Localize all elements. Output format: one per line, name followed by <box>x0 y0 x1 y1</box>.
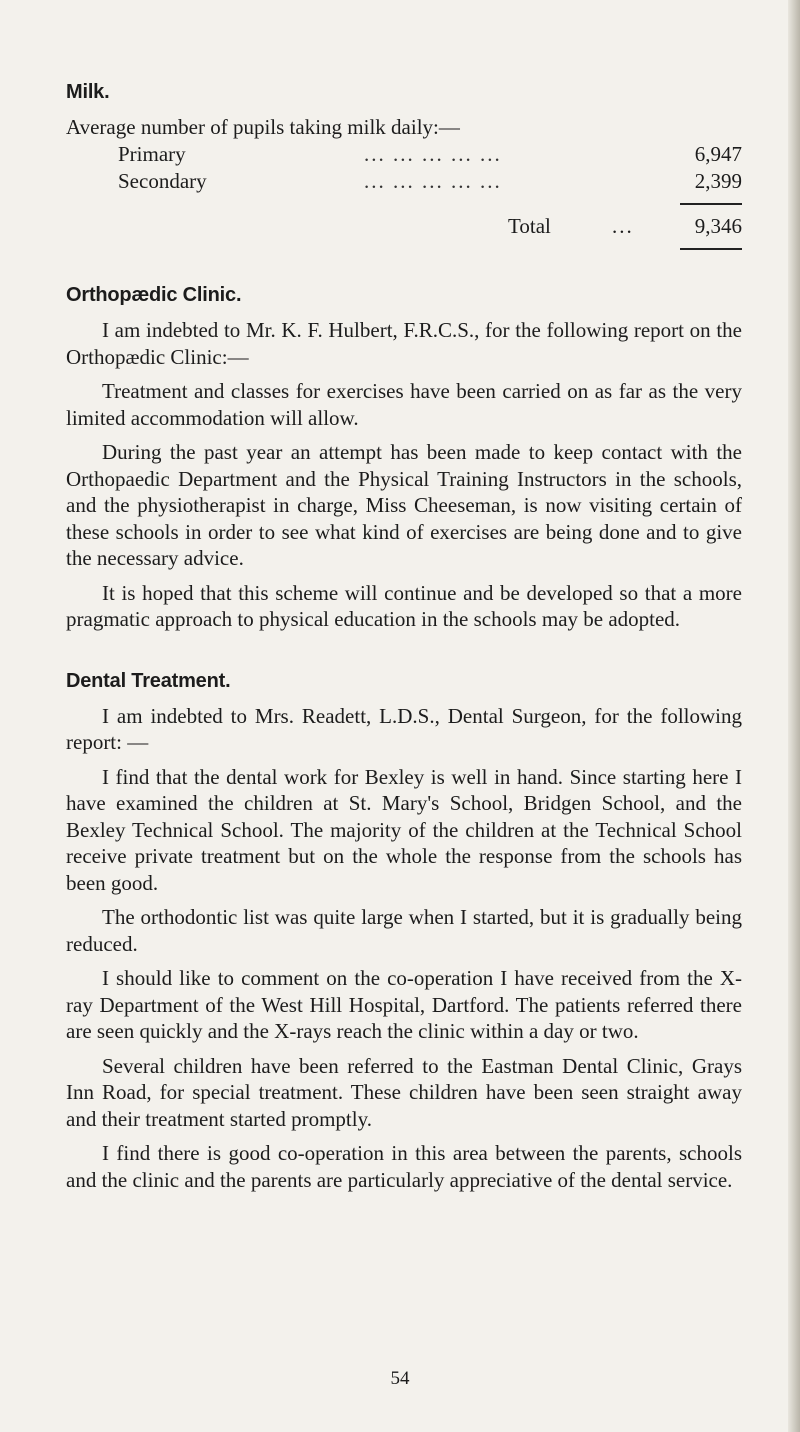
paragraph: The orthodontic list was quite large when I started, but it is gradually being reduced. <box>66 905 742 956</box>
paragraph: I find that the dental work for Bexley is well in hand. Since starting here I have examined the children at St. Mary's School, Bridgen School, and the Bexley Technical School. The majority of the children at the Technical School receive private treatment but on the whole the response from the schools has been good. <box>66 764 742 895</box>
paragraph: During the past year an attempt has been made to keep contact with the Orthopaedic Department and the Physical Training Instructors in the schools, and the physiotherapist in charge, Miss Cheeseman, is now visiting certain of these schools in order to see what kind of exercises are being done and to give the necessary advice. <box>66 440 742 570</box>
orthopaedic-section <box>66 281 742 633</box>
paragraph: I am indebted to Mrs. Readett, L.D.S., Dental Surgeon, for the following report: — <box>66 703 742 754</box>
milk-row-secondary <box>118 168 742 195</box>
paragraph: Several children have been referred to the Eastman Dental Clinic, Grays Inn Road, for special treatment. These children have been seen straight away and their treatment started promptly. <box>66 1053 742 1131</box>
total-rule-top <box>680 203 742 205</box>
paragraph: I am indebted to Mr. K. F. Hulbert, F.R.C.S., for the following report on the Orthopædic Clinic:— <box>66 318 742 369</box>
paragraph: It is hoped that this scheme will continue and be developed so that a more pragmatic approach to physical education in the schools may be adopted. <box>66 580 742 631</box>
paragraph: Treatment and classes for exercises have been carried on as far as the very limited accommodation will allow. <box>66 379 742 430</box>
milk-total-row <box>118 203 742 247</box>
leader-dots: ... <box>612 214 634 238</box>
dental-heading: Dental Treatment. <box>66 669 231 692</box>
page-number: 54 <box>390 1368 410 1389</box>
leader-dots: ... ... ... ... ... <box>364 169 502 193</box>
milk-intro: Average number of pupils taking milk daily:— <box>66 115 460 139</box>
leader-dots: ... ... ... ... ... <box>364 142 502 166</box>
milk-heading: Milk. <box>66 81 110 103</box>
milk-row-value: 6,947 <box>694 142 742 166</box>
milk-table <box>118 141 742 247</box>
paragraph: I should like to comment on the co-operation I have received from the X-ray Department of the West Hill Hospital, Dartford. The patients referred there are seen quickly and the X-rays reach the clinic within a day or two. <box>66 966 742 1043</box>
milk-row-label: Secondary <box>118 169 207 193</box>
total-rule-bottom <box>680 248 742 250</box>
milk-row-primary <box>118 141 742 168</box>
milk-total-label: Total <box>508 214 551 238</box>
dental-section <box>66 667 742 1194</box>
paragraph: I find there is good co-operation in this area between the parents, schools and the clinic and the parents are particularly appreciative of the dental service. <box>66 1141 742 1192</box>
page-edge <box>788 0 800 1432</box>
milk-row-label: Primary <box>118 142 186 166</box>
milk-total-value: 9,346 <box>694 214 742 238</box>
document-body <box>66 78 742 1201</box>
milk-row-value: 2,399 <box>694 169 742 193</box>
orthopaedic-heading: Orthopædic Clinic. <box>66 284 242 306</box>
